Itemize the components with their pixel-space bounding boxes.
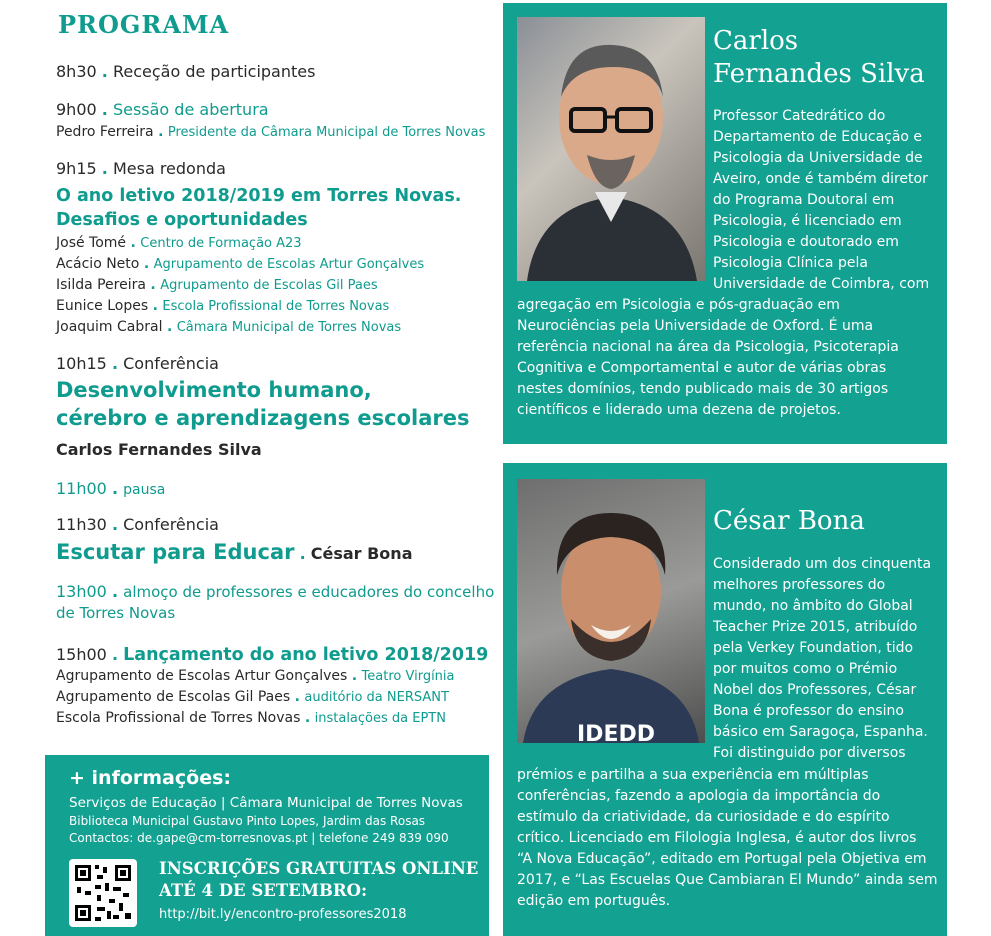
speaker-card-carlos bbox=[503, 3, 947, 444]
label: Sessão de abertura bbox=[112, 100, 269, 119]
panelist: José Tomé . Centro de Formação A23 bbox=[56, 235, 302, 251]
conference-title-1: Desenvolvimento humano, bbox=[56, 378, 372, 402]
opening-speaker: Pedro Ferreira . Presidente da Câmara Municipal de Torres Novas bbox=[56, 124, 486, 140]
speaker-bio-bottom: agregação em Psicologia e pós-graduação em Neurociências pela Universidade de Oxford. É uma referência nacional na área da Psicologia, Psicoterapia Cognitiva e Comportamental e autor de várias obras nestes domínios, tendo publicado mais de 30 artigos científicos e liderado uma dezena de projetos. bbox=[517, 297, 899, 418]
speaker-name-line-2: Fernandes Silva bbox=[713, 59, 925, 89]
schedule-item-0915: 9h15 . Mesa redonda bbox=[56, 159, 226, 178]
info-box bbox=[45, 755, 489, 936]
cta-line-1: INSCRIÇÕES GRATUITAS ONLINE bbox=[159, 859, 479, 878]
panelist: Joaquim Cabral . Câmara Municipal de Torres Novas bbox=[56, 319, 402, 335]
schedule-item-1300: 13h00 . almoço de professores e educadores do concelho bbox=[56, 582, 495, 601]
schedule-item-0830: 8h30 . Receção de participantes bbox=[56, 62, 316, 81]
speaker-name-line-1: Carlos bbox=[713, 26, 799, 56]
speaker-bio-top: Considerado um dos cinquenta melhores professores do mundo, no âmbito do Global Teacher Prize 2015, atribuído pela Verkey Foundation, tido por muitos como o Prémio Nobel dos Professores, César Bona é professor do ensino básico em Saragoça, Espanha. Foi distinguido por diversos bbox=[713, 556, 932, 761]
info-heading: + informações: bbox=[69, 767, 231, 789]
info-line-1: Serviços de Educação | Câmara Municipal de Torres Novas bbox=[69, 795, 463, 811]
speaker-bio-top: Professor Catedrático do Departamento de Educação e Psicologia da Universidade de Aveiro, onde é também diretor do Programa Doutoral em Psicologia, é licenciado em Psicologia e doutorado em Psicologia Clínica pela Universidade de Coimbra, com bbox=[713, 108, 930, 292]
venue: Agrupamento de Escolas Artur Gonçalves . Teatro Virgínia bbox=[56, 668, 455, 684]
schedule-item-1100: 11h00 . pausa bbox=[56, 479, 166, 498]
speaker-photo bbox=[517, 17, 705, 281]
speaker-name: César Bona bbox=[713, 506, 865, 536]
qr-code-icon[interactable] bbox=[69, 859, 137, 927]
lunch-line-2: de Torres Novas bbox=[56, 604, 176, 622]
time: 8h30 bbox=[56, 62, 97, 81]
speaker-photo bbox=[517, 479, 705, 743]
venue: Agrupamento de Escolas Gil Paes . auditório da NERSANT bbox=[56, 689, 449, 705]
conference-title-2: cérebro e aprendizagens escolares bbox=[56, 406, 470, 430]
info-line-3: Contactos: de.gape@cm-torresnovas.pt | telefone 249 839 090 bbox=[69, 831, 449, 845]
venue: Escola Profissional de Torres Novas . instalações da EPTN bbox=[56, 710, 446, 726]
registration-link[interactable]: http://bit.ly/encontro-professores2018 bbox=[159, 907, 407, 922]
cta-line-2: ATÉ 4 DE SETEMBRO: bbox=[159, 881, 368, 900]
conference-speaker: Carlos Fernandes Silva bbox=[56, 440, 262, 459]
panelist: Isilda Pereira . Agrupamento de Escolas Gil Paes bbox=[56, 277, 378, 293]
schedule-item-1130: 11h30 . Conferência bbox=[56, 515, 219, 534]
schedule-item-1015: 10h15 . Conferência bbox=[56, 354, 219, 373]
schedule-item-1500: 15h00 . Lançamento do ano letivo 2018/2019 bbox=[56, 645, 489, 665]
roundtable-title-1: O ano letivo 2018/2019 em Torres Novas. bbox=[56, 186, 462, 206]
program-title: PROGRAMA bbox=[58, 10, 230, 39]
info-line-2: Biblioteca Municipal Gustavo Pinto Lopes, Jardim das Rosas bbox=[69, 814, 426, 828]
panelist: Acácio Neto . Agrupamento de Escolas Artur Gonçalves bbox=[56, 256, 425, 272]
schedule-item-0900: 9h00 . Sessão de abertura bbox=[56, 100, 269, 119]
svg-text:IDEDD: IDEDD bbox=[577, 722, 655, 743]
label: Receção de participantes bbox=[112, 62, 316, 81]
conference-2: Escutar para Educar . César Bona bbox=[56, 540, 413, 564]
speaker-bio-bottom: prémios e partilha a sua experiência em múltiplas conferências, fazendo a apologia da importância do estímulo da criatividade, da curiosidade e do espírito crítico. Licenciado em Filologia Inglesa, é autor dos livros “A Nova Educação”, editado em Portugal pela Objetiva em 2017, e “Las Escuelas Que Cambiaran El Mundo” ainda sem edição em português. bbox=[517, 767, 938, 909]
panelist: Eunice Lopes . Escola Profissional de Torres Novas bbox=[56, 298, 390, 314]
speaker-card-cesar bbox=[503, 463, 947, 936]
roundtable-title-2: Desafios e oportunidades bbox=[56, 210, 308, 230]
